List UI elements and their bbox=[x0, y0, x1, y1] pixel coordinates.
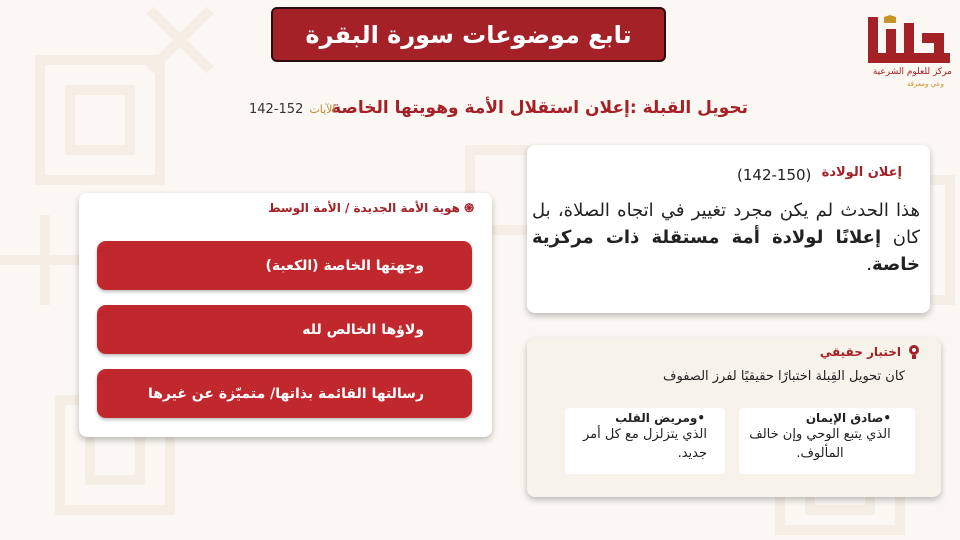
birth-card-text bbox=[532, 197, 920, 278]
logo-tagline: وعي ومعرفة bbox=[906, 80, 944, 88]
test-card-title: اختبار حقيقي bbox=[819, 345, 901, 359]
group-believer-text: الذي يتبع الوحي وإن خالف المألوف. bbox=[749, 427, 891, 461]
group-doubter-title: •ومريض القلب bbox=[615, 411, 705, 425]
verse-numbers: 152-142 bbox=[249, 102, 304, 117]
lightbulb-icon bbox=[907, 344, 921, 360]
group-believer-title: •صادق الإيمان bbox=[805, 411, 891, 425]
logo-subtitle: مركز للعلوم الشرعية bbox=[872, 67, 952, 77]
identity-card-title bbox=[268, 199, 474, 216]
test-card bbox=[527, 338, 941, 497]
birth-card bbox=[527, 145, 930, 313]
group-believer bbox=[739, 408, 915, 474]
group-doubter bbox=[565, 408, 725, 474]
test-card-description: كان تحويل القِبلة اختبارًا حقيقيًا لفرز الصفوف bbox=[663, 369, 905, 384]
birth-card-range: (142-150) bbox=[737, 166, 812, 184]
identity-card bbox=[79, 193, 492, 437]
identity-title-text: هوية الأمة الجديدة / الأمة الوسط bbox=[268, 201, 461, 215]
verse-label: الآيات bbox=[309, 103, 336, 116]
identity-item-direction: وجهتها الخاصة (الكعبة) bbox=[97, 241, 472, 290]
logo bbox=[860, 5, 956, 97]
group-doubter-text: الذي يتزلزل مع كل أمر جديد. bbox=[582, 427, 707, 461]
birth-card-title: إعلان الولادة bbox=[821, 165, 902, 180]
fingerprint-icon: ֍ bbox=[460, 201, 474, 215]
identity-item-mission: رسالتها القائمة بذاتها/ متميّزة عن غيرها bbox=[97, 369, 472, 418]
birth-text-plain: هذا الحدث لم يكن مجرد تغيير في اتجاه الصلاة، بل كان bbox=[532, 200, 920, 248]
brand-logo bbox=[864, 15, 954, 65]
page-title: تابع موضوعات سورة البقرة bbox=[271, 7, 666, 62]
birth-text-end: . bbox=[866, 254, 872, 275]
identity-item-loyalty: ولاؤها الخالص لله bbox=[97, 305, 472, 354]
verse-range bbox=[249, 102, 335, 117]
section-heading: تحويل القبلة :إعلان استقلال الأمة وهويتها الخاصة bbox=[331, 98, 748, 118]
birth-text-bold: إعلانًا لولادة أمة مستقلة ذات مركزية خاصة bbox=[532, 227, 920, 275]
